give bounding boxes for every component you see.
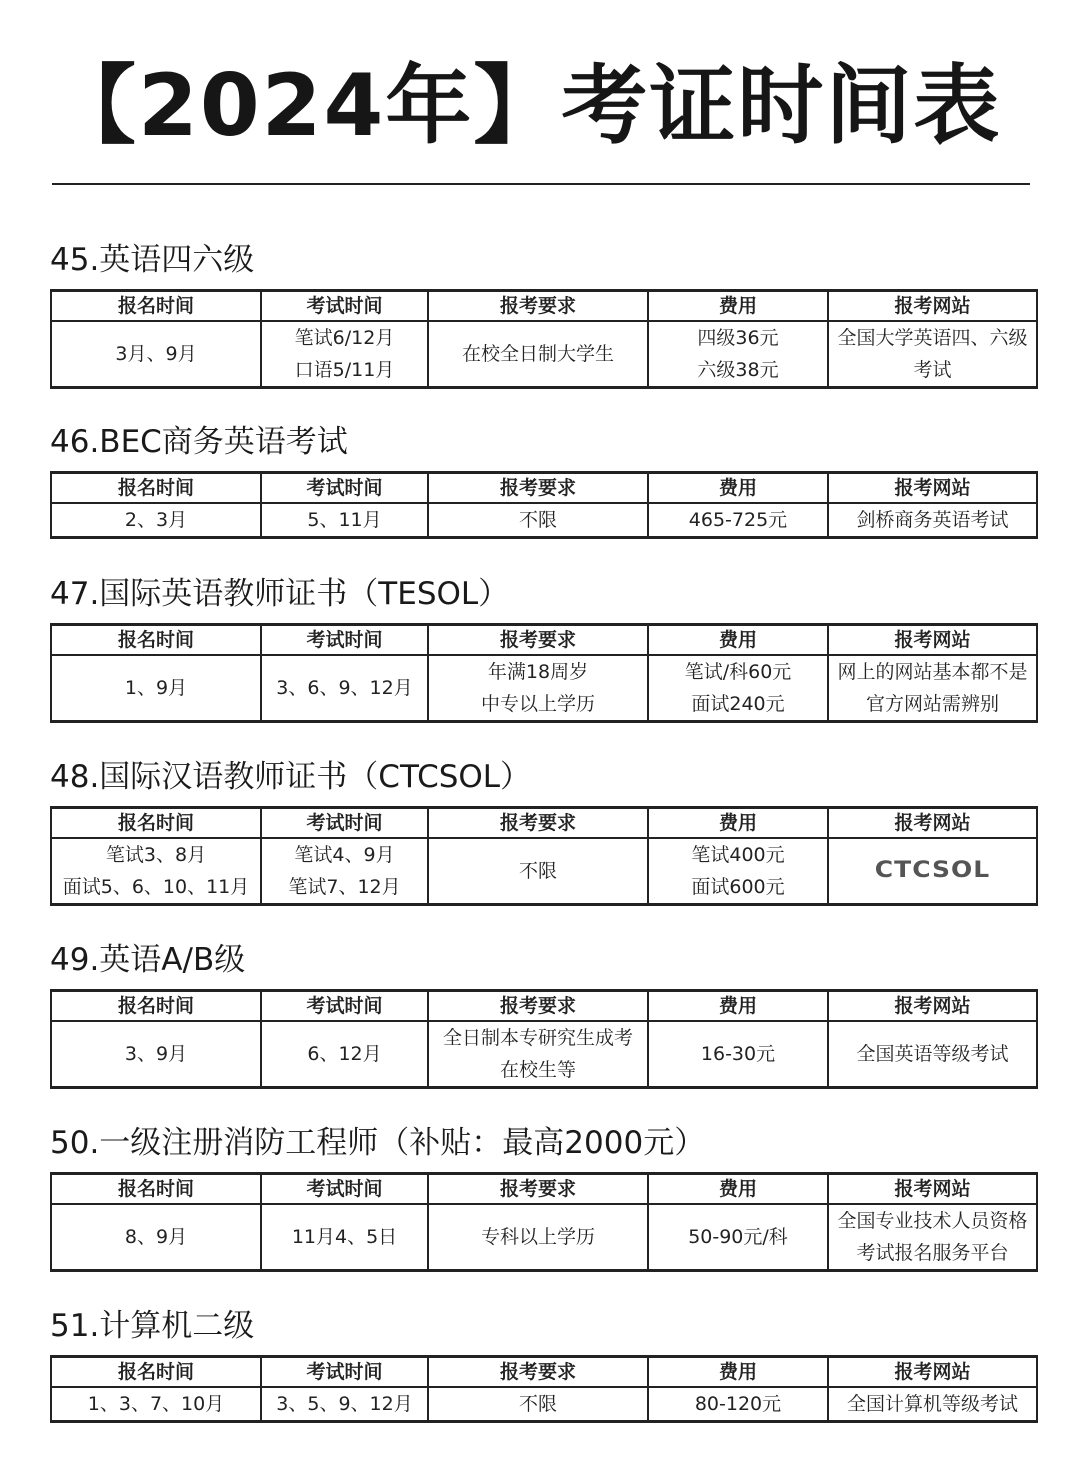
column-header: 考试时间 (261, 1174, 428, 1205)
table-cell (648, 1204, 828, 1271)
cell-text: 四级36元 (697, 327, 779, 349)
cell-text: 笔试3、8月 (105, 844, 207, 866)
cell-text: 5、11月 (307, 509, 382, 531)
cell-text: 16-30元 (700, 1043, 776, 1065)
section-title: 51.计算机二级 (50, 1308, 255, 1344)
column-header: 报考要求 (428, 808, 648, 839)
cell-text: 1、3、7、10月 (87, 1393, 225, 1415)
cell-text: 不限 (518, 1393, 557, 1415)
cell-text: 全国专业技术人员资格 (837, 1210, 1028, 1232)
section-title: 48.国际汉语教师证书（CTCSOL） (50, 759, 532, 795)
table-cell (648, 1021, 828, 1088)
table-header-row (51, 991, 1037, 1022)
column-header: 报名时间 (51, 1357, 261, 1388)
table-cell (51, 321, 261, 388)
cell-text: 1、9月 (124, 677, 188, 699)
section-title: 45.英语四六级 (50, 242, 255, 278)
column-header: 报考要求 (428, 1174, 648, 1205)
column-header: 考试时间 (261, 473, 428, 504)
table-cell (828, 1021, 1037, 1088)
column-header: 报考网站 (828, 1357, 1037, 1388)
exam-section (50, 757, 1040, 906)
table-cell (428, 1021, 648, 1088)
cell-text: 全国英语等级考试 (856, 1043, 1009, 1065)
column-header: 费用 (648, 1357, 828, 1388)
table-cell (648, 503, 828, 538)
cell-text: 80-120元 (694, 1393, 782, 1415)
cell-text: 在校全日制大学生 (461, 343, 614, 365)
table-cell (51, 655, 261, 722)
cell-text: 剑桥商务英语考试 (856, 509, 1009, 531)
table-cell (51, 1021, 261, 1088)
exam-table (50, 1172, 1038, 1272)
table-row (51, 838, 1037, 905)
cell-text: 6、12月 (307, 1043, 382, 1065)
cell-text: 2、3月 (124, 509, 188, 531)
table-row (51, 1387, 1037, 1422)
cell-text: 全国大学英语四、六级 (837, 327, 1028, 349)
cell-text: 全日制本专研究生成考 (442, 1027, 633, 1049)
exam-table (50, 471, 1038, 539)
table-cell (51, 838, 261, 905)
cell-text: 专科以上学历 (480, 1226, 595, 1248)
cell-text: 官方网站需辨别 (865, 693, 999, 715)
table-header-row (51, 1174, 1037, 1205)
table-cell (428, 1204, 648, 1271)
table-header-row (51, 625, 1037, 656)
cell-text: 考试 (913, 359, 952, 381)
exam-table (50, 1355, 1038, 1423)
cell-text: 考试报名服务平台 (856, 1242, 1009, 1264)
cell-text: 11月4、5日 (291, 1226, 398, 1248)
cell-text: 口语5/11月 (294, 359, 395, 381)
table-cell (261, 1387, 428, 1422)
cell-text: 笔试/科60元 (684, 661, 792, 683)
column-header: 报考网站 (828, 1174, 1037, 1205)
table-cell (51, 503, 261, 538)
column-header: 费用 (648, 291, 828, 322)
cell-text: 3月、9月 (115, 343, 197, 365)
table-cell (261, 838, 428, 905)
cell-text: 笔试4、9月 (294, 844, 395, 866)
column-header: 报名时间 (51, 991, 261, 1022)
cell-text: 50-90元/科 (688, 1226, 788, 1248)
table-row (51, 655, 1037, 722)
cell-text: 不限 (518, 860, 557, 882)
column-header: 考试时间 (261, 625, 428, 656)
column-header: 费用 (648, 808, 828, 839)
exam-table (50, 289, 1038, 389)
table-row (51, 1204, 1037, 1271)
table-cell (261, 321, 428, 388)
column-header: 费用 (648, 991, 828, 1022)
ctcsol-logo: CTCSOL (874, 856, 991, 883)
table-cell (828, 838, 1037, 905)
cell-text: 全国计算机等级考试 (846, 1393, 1018, 1415)
cell-text: 面试600元 (691, 876, 785, 898)
table-cell (261, 503, 428, 538)
cell-text: 六级38元 (697, 359, 779, 381)
table-cell (828, 655, 1037, 722)
cell-text: 8、9月 (124, 1226, 188, 1248)
exam-table (50, 989, 1038, 1089)
column-header: 报考网站 (828, 625, 1037, 656)
table-row (51, 321, 1037, 388)
table-cell (828, 321, 1037, 388)
column-header: 报考要求 (428, 1357, 648, 1388)
column-header: 考试时间 (261, 991, 428, 1022)
table-cell (51, 1387, 261, 1422)
table-header-row (51, 1357, 1037, 1388)
table-cell (428, 1387, 648, 1422)
column-header: 报名时间 (51, 473, 261, 504)
column-header: 报考要求 (428, 991, 648, 1022)
column-header: 考试时间 (261, 808, 428, 839)
cell-text: 中专以上学历 (480, 693, 595, 715)
cell-text: 网上的网站基本都不是 (837, 661, 1028, 683)
column-header: 报考网站 (828, 991, 1037, 1022)
cell-text: 不限 (518, 509, 557, 531)
page-title: 【2024年】考证时间表 (50, 56, 1002, 156)
title-divider (52, 183, 1030, 185)
table-cell (828, 1204, 1037, 1271)
table-cell (261, 1021, 428, 1088)
table-cell (428, 838, 648, 905)
column-header: 报考网站 (828, 291, 1037, 322)
cell-text: 3、6、9、12月 (276, 677, 413, 699)
table-header-row (51, 808, 1037, 839)
exam-section (50, 1306, 1040, 1423)
cell-text: 3、5、9、12月 (276, 1393, 413, 1415)
column-header: 报考要求 (428, 473, 648, 504)
exam-table (50, 623, 1038, 723)
cell-text: 年满18周岁 (487, 661, 589, 683)
section-title: 46.BEC商务英语考试 (50, 424, 348, 460)
table-cell (428, 655, 648, 722)
exam-section (50, 422, 1040, 539)
column-header: 报名时间 (51, 1174, 261, 1205)
table-cell (648, 1387, 828, 1422)
table-cell (828, 503, 1037, 538)
section-title: 49.英语A/B级 (50, 942, 246, 978)
cell-text: 笔试400元 (691, 844, 785, 866)
table-cell (428, 321, 648, 388)
column-header: 报考网站 (828, 473, 1037, 504)
column-header: 报名时间 (51, 291, 261, 322)
cell-text: 笔试6/12月 (294, 327, 395, 349)
cell-text: 465-725元 (688, 509, 788, 531)
exam-section (50, 1123, 1040, 1272)
table-cell (648, 655, 828, 722)
column-header: 报名时间 (51, 808, 261, 839)
exam-section (50, 240, 1040, 389)
table-header-row (51, 473, 1037, 504)
column-header: 考试时间 (261, 1357, 428, 1388)
table-cell (648, 321, 828, 388)
cell-text: 在校生等 (499, 1059, 576, 1081)
table-row (51, 503, 1037, 538)
section-title: 50.一级注册消防工程师（补贴：最高2000元） (50, 1125, 706, 1161)
table-row (51, 1021, 1037, 1088)
table-header-row (51, 291, 1037, 322)
table-cell (648, 838, 828, 905)
table-cell (828, 1387, 1037, 1422)
exam-table (50, 806, 1038, 906)
table-cell (261, 1204, 428, 1271)
column-header: 报考要求 (428, 291, 648, 322)
section-title: 47.国际英语教师证书（TESOL） (50, 576, 510, 612)
column-header: 费用 (648, 473, 828, 504)
exam-section (50, 574, 1040, 723)
table-cell (261, 655, 428, 722)
column-header: 考试时间 (261, 291, 428, 322)
column-header: 报考网站 (828, 808, 1037, 839)
column-header: 费用 (648, 1174, 828, 1205)
cell-text: 笔试7、12月 (288, 876, 401, 898)
column-header: 费用 (648, 625, 828, 656)
column-header: 报名时间 (51, 625, 261, 656)
cell-text: 面试240元 (691, 693, 785, 715)
table-cell (428, 503, 648, 538)
exam-section (50, 940, 1040, 1089)
column-header: 报考要求 (428, 625, 648, 656)
table-cell (51, 1204, 261, 1271)
cell-text: 面试5、6、10、11月 (62, 876, 250, 898)
cell-text: 3、9月 (124, 1043, 188, 1065)
